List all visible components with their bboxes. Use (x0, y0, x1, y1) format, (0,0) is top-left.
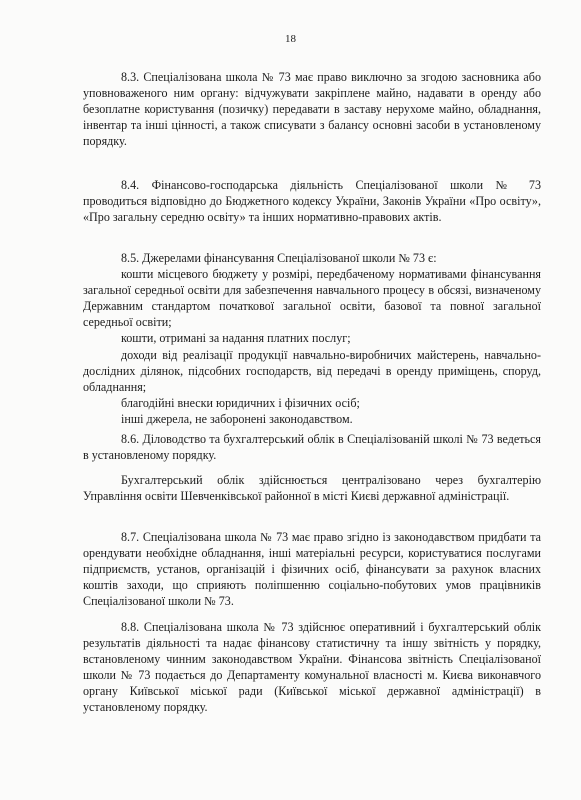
paragraph: 8.4. Фінансово-господарська діяльність Спеціалізованої школи № 73 проводиться відповідно до Бюджетного кодексу України, Законів України «Про освіту», «Про загальну середню освіту» та інших нормативно-правових актів. (83, 178, 541, 225)
funding-source-item: доходи від реалізації продукції навчально-виробничих майстерень, навчально-дослідних ділянок, підсобних господарств, від передачі в оренду приміщень, споруд, обладнання; (83, 347, 541, 394)
section-8-3 (83, 69, 541, 149)
funding-source-item: кошти, отримані за надання платних послуг; (121, 331, 351, 346)
funding-source-item: благодійні внески юридичних і фізичних осіб; (121, 395, 360, 410)
section-8-7 (83, 529, 541, 609)
page-number: 18 (285, 33, 296, 45)
section-8-8 (83, 619, 541, 716)
section-8-6 (83, 431, 541, 504)
funding-source-item: інші джерела, не заборонені законодавством. (121, 411, 353, 426)
paragraph: 8.8. Спеціалізована школа № 73 здійснює оперативний і бухгалтерський облік результатів діяльності та надає фінансову статистичну та іншу звітність у порядку, встановленому чинним законодавством України. Фінансова звітність Спеціалізованої школи № 73 подається до Департаменту комунальної власності м. Києва виконавчого органу Київської міської ради (Київської міської державної адміністрації) в установленому порядку. (83, 620, 541, 715)
paragraph: 8.7. Спеціалізована школа № 73 має право згідно із законодавством придбати та орендувати необхідне обладнання, інші матеріальні ресурси, користуватися послугами підприємств, установ, організацій і фізичних осіб, фінансувати за рахунок власних коштів заходи, що сприяють поліпшенню соціально-побутових умов працівників Спеціалізованої школи № 73. (83, 530, 541, 609)
funding-source-item: кошти місцевого бюджету у розмірі, передбаченому нормативами фінансування загальної середньої освіти для забезпечення навчального процесу в обсязі, визначеному Державним стандартом початкової загальної освіти, базової та повної загальної середньої освіти; (83, 267, 541, 330)
paragraph: Бухгалтерський облік здійснюється централізовано через бухгалтерію Управління освіти Шевченківської районної в місті Києві державної адміністрації. (83, 473, 541, 504)
paragraph: 8.6. Діловодство та бухгалтерський облік в Спеціалізованій школі № 73 ведеться в установленому порядку. (83, 432, 541, 463)
section-8-5 (83, 250, 541, 427)
section-8-4 (83, 177, 541, 225)
paragraph: 8.3. Спеціалізована школа № 73 має право виключно за згодою засновника або уповноваженого ним органу: відчужувати закріплене майно, надавати в оренду або безоплатне користування (позичку) передавати в заставу нерухоме майно, обладнання, інвентар та інші цінності, а також списувати з балансу основні засоби в установленому порядку. (83, 70, 541, 149)
section-intro: 8.5. Джерелами фінансування Спеціалізованої школи № 73 є: (121, 251, 437, 265)
